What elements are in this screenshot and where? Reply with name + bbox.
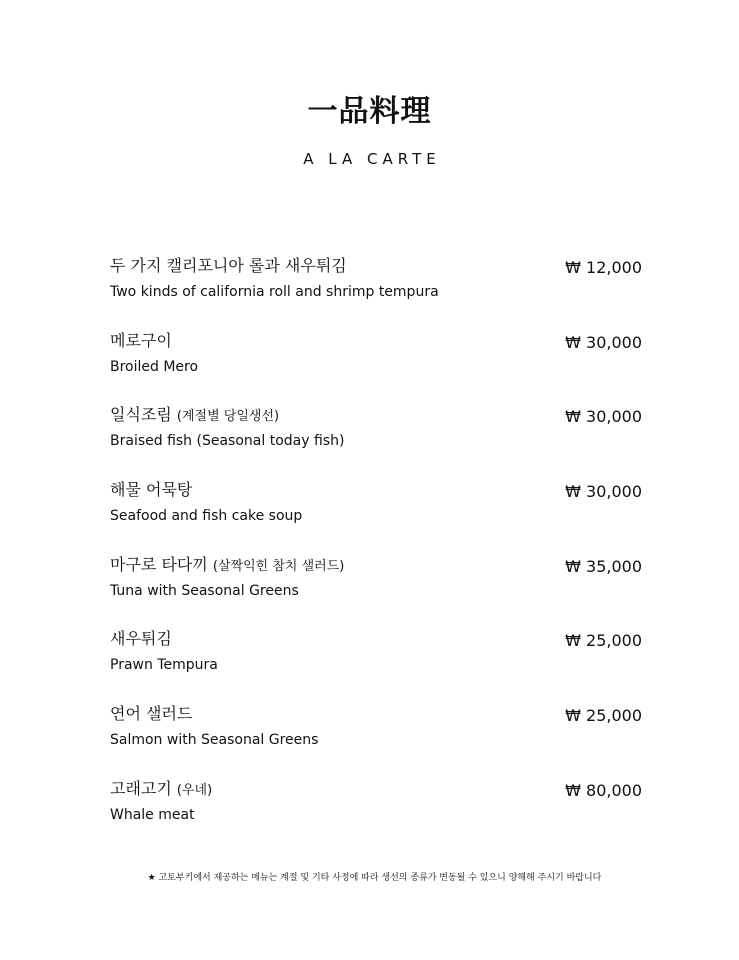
menu-item-price: ₩ 25,000	[565, 706, 642, 726]
menu-item-name-ko: 마구로 타다끼 (살짝익힌 참치 샐러드)	[110, 554, 345, 574]
menu-item	[110, 553, 642, 628]
menu-item-price: ₩ 30,000	[565, 482, 642, 502]
menu-item-name-en: Broiled Mero	[110, 358, 199, 375]
menu-item-name-ko: 고래고기 (우네)	[110, 778, 213, 798]
menu-item-name-en: Braised fish (Seasonal today fish)	[110, 433, 345, 450]
menu-list	[110, 254, 642, 852]
menu-item-name-ko: 메로구이	[110, 330, 172, 350]
menu-item-name-ko: 연어 샐러드	[110, 704, 193, 724]
menu-item-name-en: Tuna with Seasonal Greens	[110, 582, 299, 599]
menu-item-name-en: Prawn Tempura	[110, 657, 218, 674]
menu-item-price: ₩ 25,000	[565, 631, 642, 651]
menu-item-name-en: Seafood and fish cake soup	[110, 508, 303, 525]
menu-item-price: ₩ 80,000	[565, 780, 642, 800]
menu-item-name-ko: 두 가지 캘리포니아 롤과 새우튀김	[110, 256, 347, 275]
menu-item-note: (우네)	[176, 782, 213, 798]
menu-item-note: (계절별 당일생선)	[176, 409, 280, 425]
menu-item-name-en: Salmon with Seasonal Greens	[110, 732, 319, 749]
menu-item	[110, 627, 642, 702]
menu-item-price: ₩ 30,000	[565, 407, 642, 427]
menu-item	[110, 329, 642, 404]
menu-item-name-ko: 새우튀김	[110, 629, 172, 649]
menu-item	[110, 478, 642, 553]
menu-item-price: ₩ 12,000	[565, 258, 642, 277]
menu-item	[110, 254, 642, 329]
menu-item-price: ₩ 30,000	[565, 332, 642, 352]
menu-item-price: ₩ 35,000	[565, 556, 642, 576]
menu-item	[110, 403, 642, 478]
footnote: ★ 고토부키에서 제공하는 메뉴는 계절 및 기타 사정에 따라 생선의 종류가 변동될 수 있으니 양해해 주시기 바랍니다	[147, 873, 602, 883]
menu-item-name-en: Whale meat	[110, 806, 195, 823]
menu-item	[110, 702, 642, 777]
menu-item-name-ko: 일식조림 (계절별 당일생선)	[110, 405, 280, 425]
menu-item-name-en: Two kinds of california roll and shrimp tempura	[110, 284, 439, 300]
page-subtitle: A LA CARTE	[303, 150, 441, 168]
page-title: 一品料理	[307, 94, 432, 129]
menu-item-name-ko: 해물 어묵탕	[110, 480, 193, 500]
menu-item-note: (살짝익힌 참치 샐러드)	[212, 558, 345, 574]
menu-item	[110, 777, 642, 852]
